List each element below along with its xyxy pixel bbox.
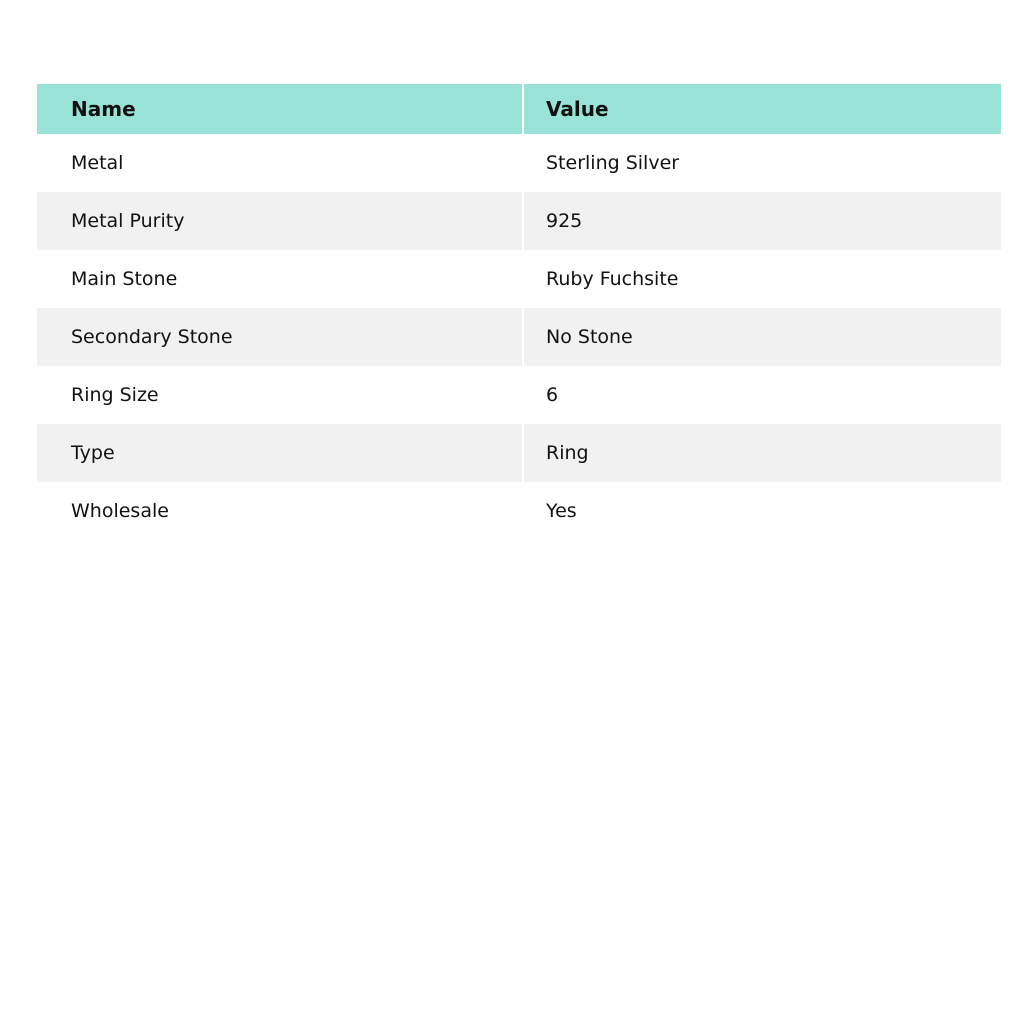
row-name-cell: Main Stone	[37, 250, 523, 308]
table-row	[37, 482, 1001, 540]
row-name-cell: Type	[37, 424, 523, 482]
product-spec-table	[37, 84, 1001, 540]
row-value-cell: No Stone	[523, 308, 1001, 366]
column-header-name: Name	[37, 84, 523, 134]
row-name-cell: Ring Size	[37, 366, 523, 424]
table-header-row	[37, 84, 1001, 134]
table-row	[37, 134, 1001, 192]
table-header	[37, 84, 1001, 134]
column-header-value: Value	[523, 84, 1001, 134]
table-row	[37, 424, 1001, 482]
table-row	[37, 250, 1001, 308]
table-row	[37, 308, 1001, 366]
row-value-cell: Yes	[523, 482, 1001, 540]
row-value-cell: 6	[523, 366, 1001, 424]
row-value-cell: Sterling Silver	[523, 134, 1001, 192]
row-value-cell: Ring	[523, 424, 1001, 482]
row-value-cell: 925	[523, 192, 1001, 250]
row-name-cell: Wholesale	[37, 482, 523, 540]
table-row	[37, 192, 1001, 250]
row-name-cell: Secondary Stone	[37, 308, 523, 366]
table-row	[37, 366, 1001, 424]
table-body	[37, 134, 1001, 540]
row-value-cell: Ruby Fuchsite	[523, 250, 1001, 308]
row-name-cell: Metal	[37, 134, 523, 192]
row-name-cell: Metal Purity	[37, 192, 523, 250]
